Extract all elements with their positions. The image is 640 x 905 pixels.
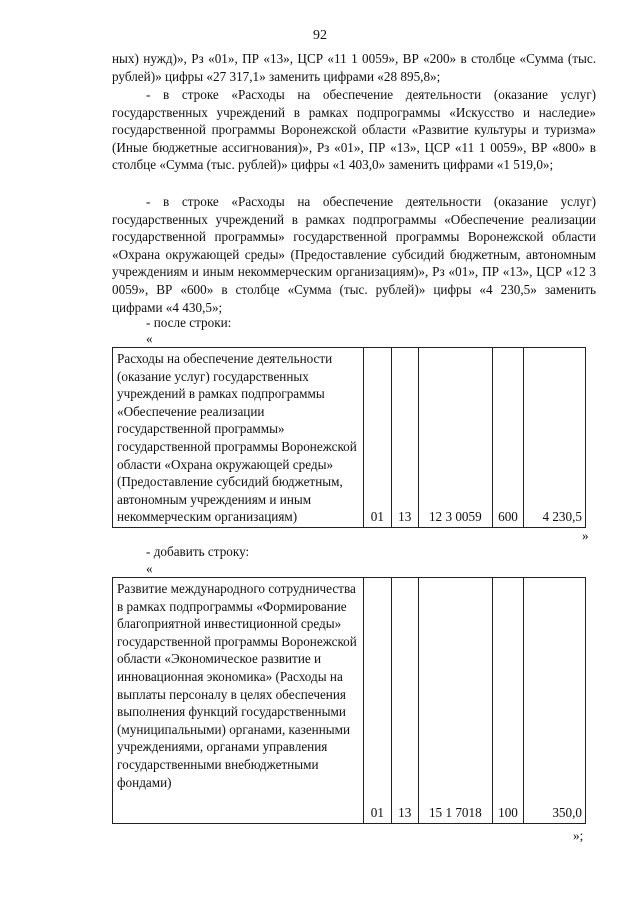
expense-name-cell: Развитие международного сотрудничества в рамках подпрограммы «Формирование благоприятной инвестиционной среды» государственной программы Воронежской области «Экономическое развитие и инновационная экономика» (Расходы на выплаты персоналу в целях обеспечения выполнения функций государственными (муниципальными) органами, казенными учреждениями, органами управления государственными внебюджетными фондами) — [113, 578, 364, 824]
csr-cell: 15 1 7018 — [418, 578, 492, 824]
open-quote-1: « — [146, 331, 153, 346]
open-quote-2: « — [146, 561, 153, 576]
table-row — [113, 348, 586, 528]
close-quote-1: » — [582, 528, 589, 543]
table-row — [113, 578, 586, 824]
page-number: 92 — [313, 28, 327, 43]
close-quote-2: »; — [573, 828, 584, 843]
pr-cell: 13 — [391, 578, 418, 824]
paragraph-continuation: ных) нужд)», Рз «01», ПР «13», ЦСР «11 1 0059», ВР «200» в столбце «Сумма (тыс. рублей)» цифры «27 317,1» заменить цифрами «28 895,8»; — [112, 51, 596, 84]
rz-cell: 01 — [364, 578, 391, 824]
after-line-label: - после строки: — [146, 315, 232, 330]
pr-cell: 13 — [391, 348, 418, 528]
budget-table-existing — [112, 347, 586, 528]
vr-cell: 600 — [492, 348, 523, 528]
vr-cell: 100 — [492, 578, 523, 824]
sum-cell: 350,0 — [524, 578, 586, 824]
paragraph-amendment-culture: - в строке «Расходы на обеспечение деятельности (оказание услуг) государственных учреждений в рамках подпрограммы «Искусство и наследие» государственной программы Воронежской области «Развитие культуры и туризма» (Иные бюджетные ассигнования)», Рз «01», ПР «13», ЦСР «11 1 0059», ВР «800» в столбце «Сумма (тыс. рублей)» цифры «1 403,0» заменить цифрами «1 519,0»; — [112, 87, 596, 173]
budget-table-new — [112, 577, 586, 824]
rz-cell: 01 — [364, 348, 391, 528]
csr-cell: 12 3 0059 — [418, 348, 492, 528]
expense-name-cell: Расходы на обеспечение деятельности (оказание услуг) государственных учреждений в рамках подпрограммы «Обеспечение реализации государственной программы» государственной программы Воронежской области «Охрана окружающей среды» (Предоставление субсидий бюджетным, автономным учреждениям и иным некоммерческим организациям) — [113, 348, 364, 528]
paragraph-amendment-environment: - в строке «Расходы на обеспечение деятельности (оказание услуг) государственных учреждений в рамках подпрограммы «Обеспечение реализации государственной программы» государственной программы Воронежской области «Охрана окружающей среды» (Предоставление субсидий бюджетным, автономным учреждениям и иным некоммерческим организациям)», Рз «01», ПР «13», ЦСР «12 3 0059», ВР «600» в столбце «Сумма (тыс. рублей)» цифры «4 230,5» заменить цифрами «4 430,5»; — [112, 194, 596, 315]
sum-cell: 4 230,5 — [524, 348, 586, 528]
add-line-label: - добавить строку: — [146, 544, 250, 559]
